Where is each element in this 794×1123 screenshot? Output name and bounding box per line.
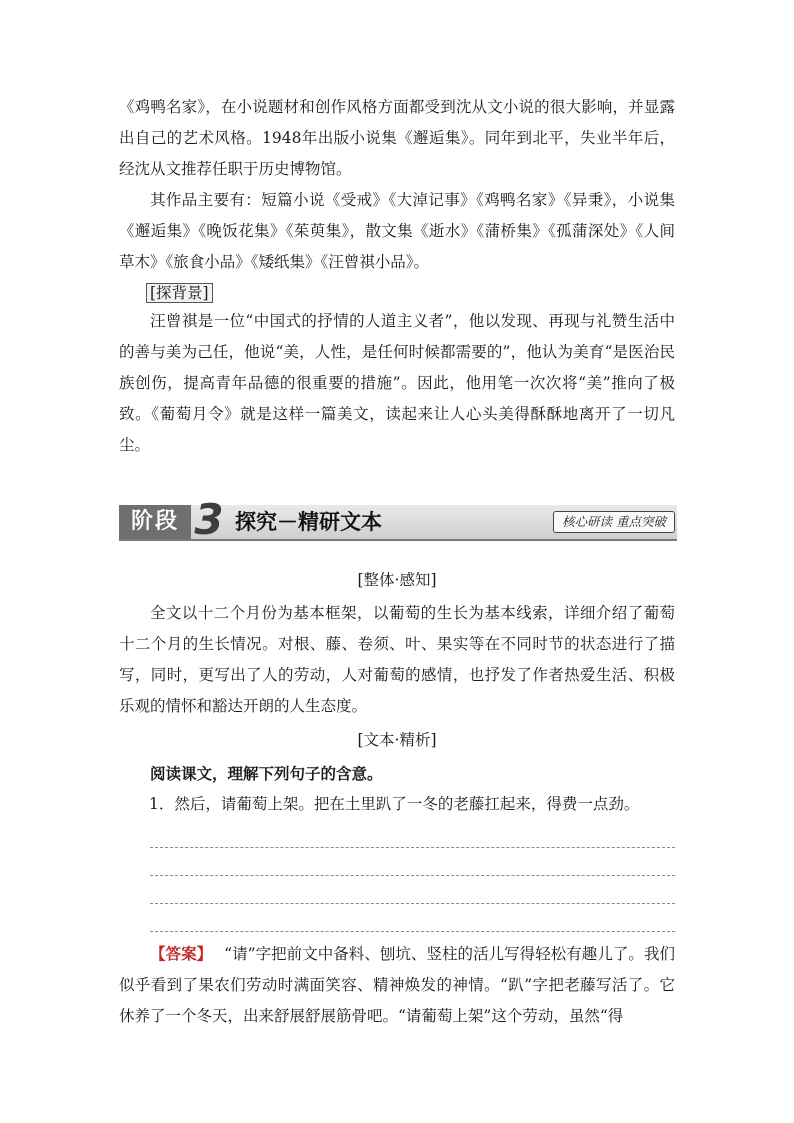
stage-title: 探究－精研文本 <box>235 510 382 534</box>
analysis-section <box>119 562 675 1032</box>
intro-paragraph-1: 《鸡鸭名家》，在小说题材和创作风格方面都受到沈从文小说的很大影响，并显露出自己的艺术风格。1948年出版小说集《邂逅集》。同年到北平，失业半年后，经沈从文推荐任职于历史博物馆。 <box>119 98 675 178</box>
answer-text: “请”字把前文中备料、刨坑、竖柱的活儿写得轻松有趣儿了。我们似乎看到了果农们劳动时满面笑容、精神焕发的神情。“趴”字把老藤写活了。它休养了一个冬天，出来舒展舒展筋骨吧。“请葡萄上架”这个劳动，虽然“得 <box>119 945 675 1025</box>
stage-label: 阶段 <box>119 505 191 539</box>
works-paragraph: 其作品主要有：短篇小说《受戒》《大淖记事》《鸡鸭名家》《异秉》，小说集《邂逅集》《晚饭花集》《茱萸集》，散文集《逝水》《蒲桥集》《孤蒲深处》《人间草木》《旅食小品》《矮纸集》《汪曾祺小品》。 <box>119 191 675 271</box>
instruction-text: 阅读课文，理解下列句子的含意。 <box>150 764 383 783</box>
overall-paragraph: 全文以十二个月份为基本框架，以葡萄的生长为基本线索，详细介绍了葡萄十二个月的生长情况。对根、藤、卷须、叶、果实等在不同时节的状态进行了描写，同时，更写出了人的劳动，人对葡萄的感情，也抒发了作者热爱生活、积极乐观的情怀和豁达开朗的人生态度。 <box>119 604 675 715</box>
answer-paragraph <box>119 938 675 1032</box>
answer-line <box>150 848 675 876</box>
question-1: 1．然后，请葡萄上架。把在土里趴了一冬的老藤扛起来，得费一点劲。 <box>149 795 640 813</box>
answer-label: 【答案】 <box>150 944 213 963</box>
answer-line <box>150 876 675 904</box>
background-paragraph: 汪曾祺是一位“中国式的抒情的人道主义者”，他以发现、再现与礼赞生活中的善与美为己任，他说“美，人性，是任何时候都需要的”，他认为美育“是医治民族创伤，提高青年品德的很重要的措施”。因此，他用笔一次次将“美”推向了极致。《葡萄月令》就是这样一篇美文，读起来让人心头美得酥酥地离开了一切凡尘。 <box>119 312 675 454</box>
answer-line <box>150 820 675 848</box>
background-tag: [探背景] <box>146 280 675 306</box>
stage-banner <box>119 495 677 544</box>
overall-heading: [整体·感知] <box>357 571 437 589</box>
intro-section <box>119 92 675 461</box>
answer-line <box>150 904 675 932</box>
stage-number: 3 <box>194 495 224 544</box>
stage-badge: 核心研读 重点突破 <box>553 511 675 533</box>
analysis-heading: [文本·精析] <box>357 731 437 749</box>
